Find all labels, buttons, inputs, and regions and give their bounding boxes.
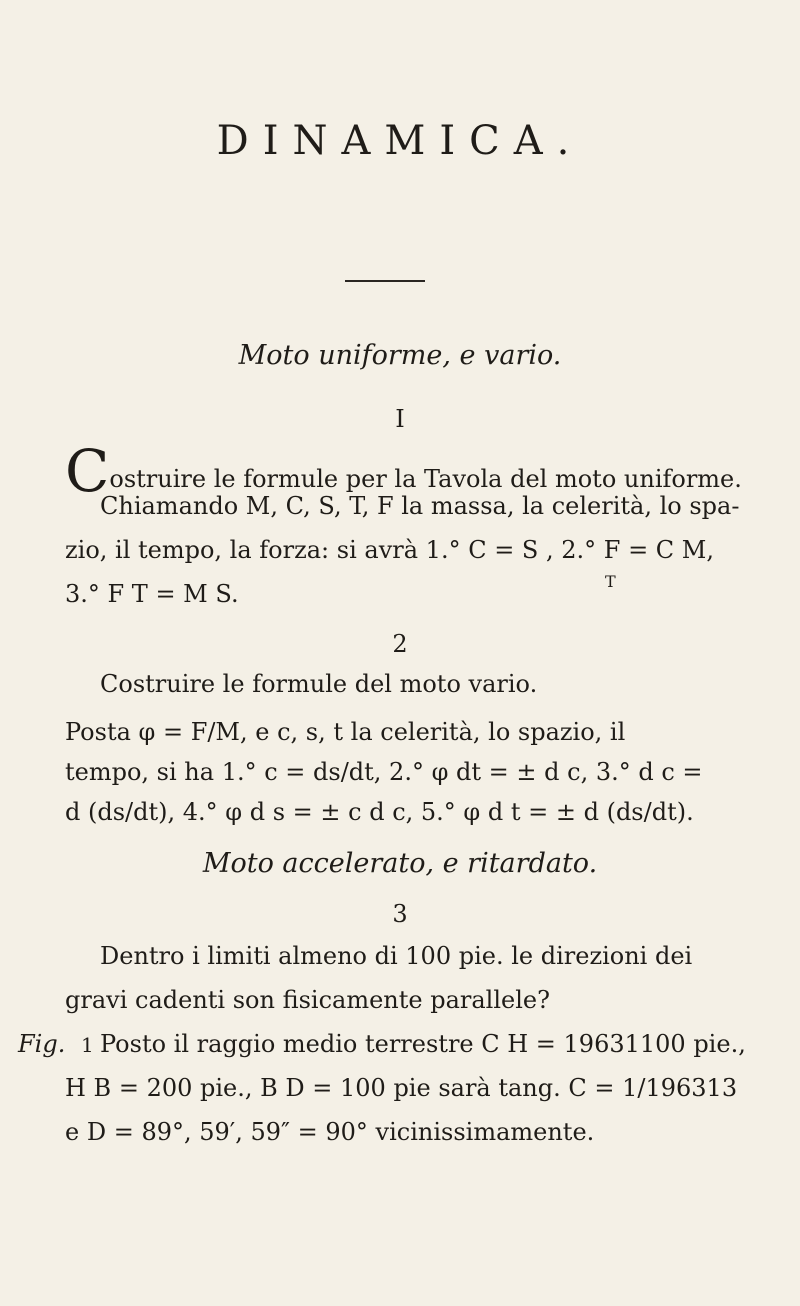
figure-number: 1: [80, 1033, 94, 1057]
figure-reference-label: [18, 1030, 94, 1058]
page-title: DINAMICA.: [216, 118, 584, 164]
section-heading-moto-accelerato: Moto accelerato, e ritardato.: [202, 848, 598, 879]
title-rule: [345, 280, 425, 282]
paragraph-2-line-4: d (ds/dt), 4.° φ d s = ± c d c, 5.° φ d t = ± d (ds/dt).: [65, 798, 694, 826]
paragraph-1-line-1-text: ostruire le formule per la Tavola del moto uniforme.: [109, 465, 742, 493]
paragraph-1-line-3: zio, il tempo, la forza: si avrà 1.° C = S , 2.° F = C M,: [65, 536, 714, 564]
paragraph-1-line-4: 3.° F T = M S.: [65, 580, 239, 608]
section-heading-moto-uniforme: Moto uniforme, e vario.: [238, 340, 562, 371]
paragraph-3-line-4: H B = 200 pie., B D = 100 pie sarà tang. C = 1/196313: [65, 1074, 738, 1102]
drop-cap: C: [65, 437, 110, 505]
paragraph-2-line-3: tempo, si ha 1.° c = ds/dt, 2.° φ dt = ± d c, 3.° d c =: [65, 758, 703, 786]
paragraph-3-line-2: gravi cadenti son fisicamente parallele?: [65, 986, 550, 1014]
paragraph-2-line-2: Posta φ = F/M, e c, s, t la celerità, lo spazio, il: [65, 718, 626, 746]
paragraph-3-line-3: Posto il raggio medio terrestre C H = 19631100 pie.,: [100, 1030, 746, 1058]
figure-label-text: Fig.: [18, 1030, 66, 1058]
fraction-denominator-T: T: [605, 572, 616, 591]
paragraph-number-1: I: [395, 405, 405, 433]
paragraph-number-2: 2: [392, 630, 408, 658]
paragraph-1-line-2: Chiamando M, C, S, T, F la massa, la celerità, lo spa-: [100, 492, 740, 520]
paragraph-2-line-1: Costruire le formule del moto vario.: [100, 670, 538, 698]
paragraph-3-line-5: e D = 89°, 59′, 59″ = 90° vicinissimamente.: [65, 1118, 595, 1146]
paragraph-number-3: 3: [392, 900, 408, 928]
paragraph-1-line-1: [65, 437, 742, 505]
paragraph-3-line-1: Dentro i limiti almeno di 100 pie. le direzioni dei: [100, 942, 693, 970]
